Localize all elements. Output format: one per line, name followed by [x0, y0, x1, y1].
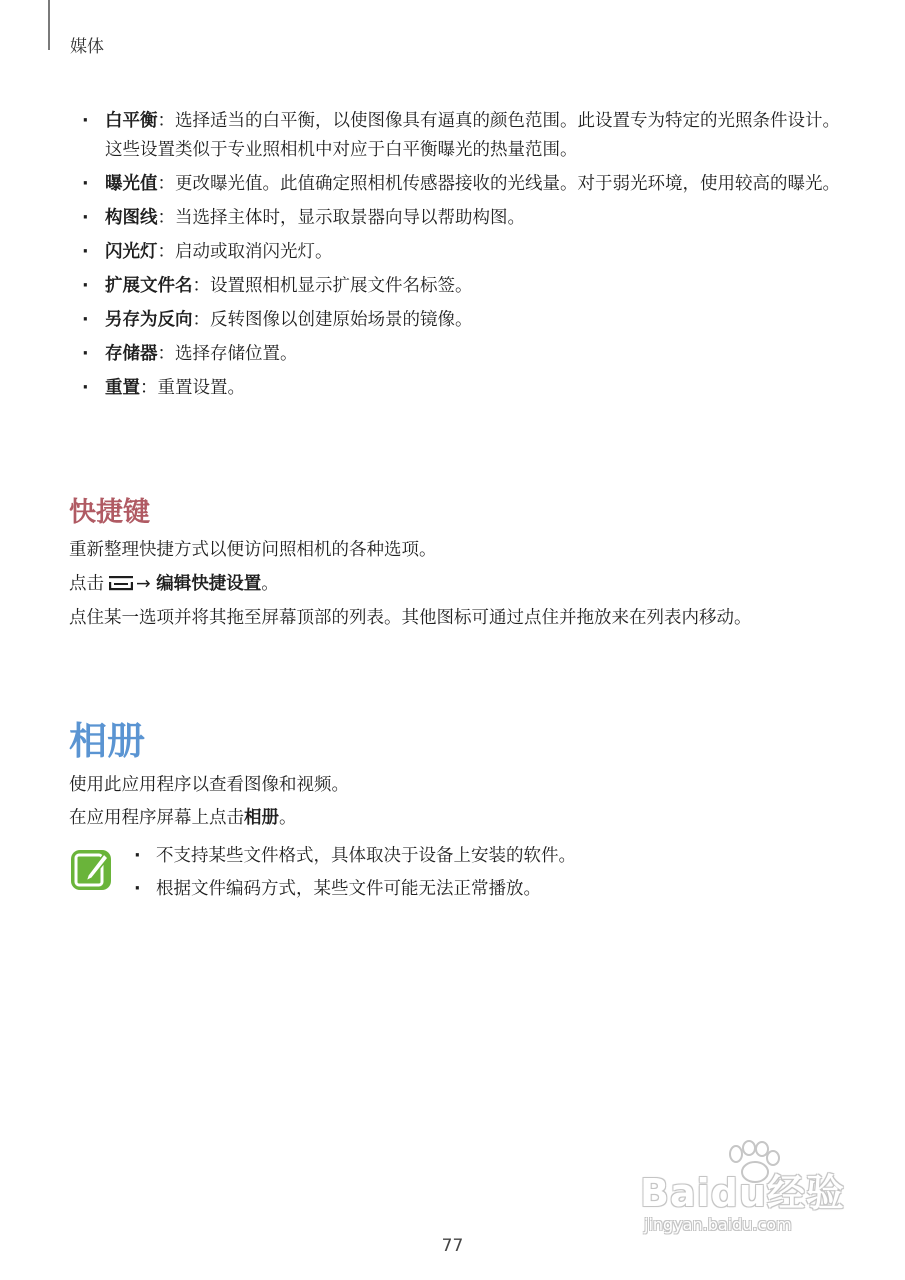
- setting-term: 重置: [105, 378, 140, 398]
- tap-arrow: →: [136, 574, 151, 594]
- open-suffix: 。: [279, 808, 297, 828]
- list-item: [78, 272, 848, 301]
- setting-term: 扩展文件名: [105, 276, 193, 296]
- tap-suffix: 。: [261, 574, 279, 594]
- list-item: [78, 107, 848, 165]
- setting-desc: ：选择适当的白平衡，以使图像具有逼真的颜色范围。此设置专为特定的光照条件设计。这些设置类似于专业照相机中对应于白平衡曝光的热量范围。: [105, 111, 840, 160]
- shortcuts-drag-instructions: 点住某一选项并将其拖至屏幕顶部的列表。其他图标可通过点住并拖放来在列表内移动。: [69, 608, 752, 628]
- menu-icon: [108, 573, 134, 602]
- setting-term: 存储器: [105, 344, 158, 364]
- tap-target: 编辑快捷设置: [156, 574, 262, 594]
- list-item: [78, 170, 848, 199]
- list-item: [78, 340, 848, 369]
- page-number: 77: [441, 1236, 464, 1256]
- list-item: [78, 238, 848, 267]
- tap-prefix: 点击: [69, 574, 104, 594]
- open-target: 相册: [244, 808, 279, 828]
- setting-term: 另存为反向: [105, 310, 193, 330]
- shortcuts-heading: 快捷键: [69, 497, 150, 528]
- setting-desc: ：反转图像以创建原始场景的镜像。: [192, 310, 473, 330]
- list-item: [78, 374, 848, 403]
- setting-term: 白平衡: [105, 111, 158, 131]
- setting-desc: ：重置设置。: [140, 378, 245, 398]
- watermark-logo: Baidu经验: [640, 1171, 845, 1215]
- setting-desc: ：当选择主体时，显示取景器向导以帮助构图。: [157, 208, 525, 228]
- open-prefix: 在应用程序屏幕上点击: [69, 808, 244, 828]
- header-title: 媒体: [70, 37, 104, 57]
- setting-desc: ：设置照相机显示扩展文件名标签。: [192, 276, 473, 296]
- setting-term: 构图线: [105, 208, 158, 228]
- setting-term: 闪光灯: [105, 242, 158, 262]
- setting-desc: ：更改曝光值。此值确定照相机传感器接收的光线量。对于弱光环境，使用较高的曝光。: [157, 174, 840, 194]
- list-item: · 根据文件编码方式，某些文件可能无法正常播放。: [130, 875, 830, 904]
- gallery-description: 使用此应用程序以查看图像和视频。: [69, 775, 349, 795]
- list-item: · 不支持某些文件格式，具体取决于设备上安装的软件。: [130, 842, 830, 871]
- gallery-heading: 相册: [69, 719, 146, 763]
- watermark-url: jingyan.baidu.com: [644, 1215, 792, 1234]
- setting-desc: ：启动或取消闪光灯。: [157, 242, 333, 262]
- shortcuts-tap-instruction: [69, 570, 844, 602]
- setting-desc: ：选择存储位置。: [157, 344, 298, 364]
- list-item: [78, 306, 848, 335]
- baidu-watermark: [640, 1140, 855, 1240]
- header-rule: [48, 0, 50, 50]
- gallery-notes: [130, 842, 830, 908]
- camera-settings-list: [78, 107, 848, 408]
- shortcuts-description: 重新整理快捷方式以便访问照相机的各种选项。: [69, 540, 437, 560]
- note-pencil-icon: [69, 848, 113, 892]
- list-item: [78, 204, 848, 233]
- setting-term: 曝光值: [105, 174, 158, 194]
- gallery-open-instruction: [69, 804, 844, 833]
